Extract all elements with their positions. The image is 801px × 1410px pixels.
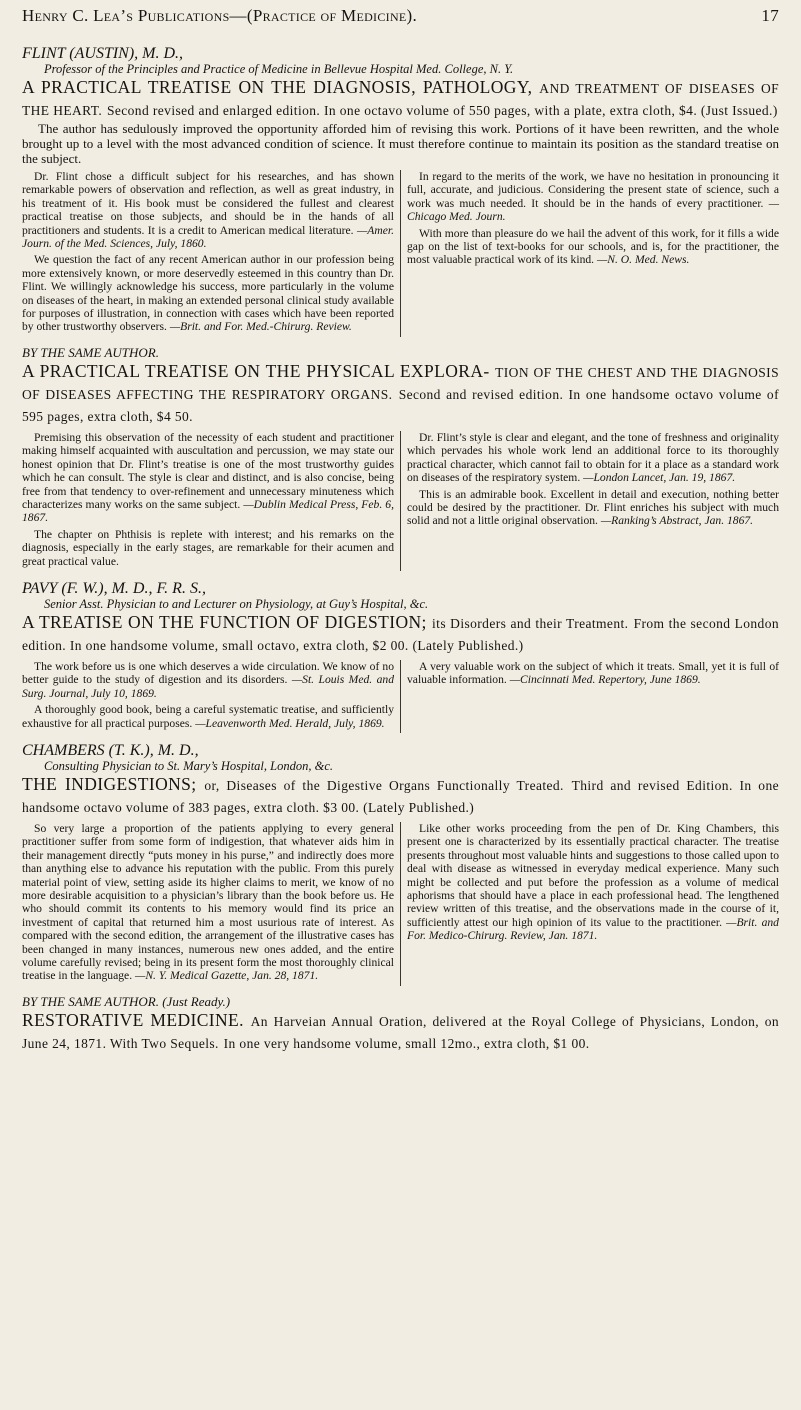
running-head [22,6,779,36]
same-author-heading: BY THE SAME AUTHOR. (Just Ready.) [22,993,231,1009]
edition-info: Third and revised Edition. In one handsome octavo volume of 383 pages, extra cloth. $3 00. (Lately Published.) [22,777,779,815]
review-quote: Like other works proceeding from the pen of Dr. King Chambers, this present one is characterized by its essentially practical character. The treatise presents throughout most valuable hints and suggestions to those called upon to deal with disease as witnessed in everyday medical experience. Many such might be collected and put before the profession as a volume of medical aphorisms that should have a place in each professional head. The lengthened review written of this treatise, and the observations made in the course of it, sufficiently attest our high opinion of its value to the practitioner. —Brit. and For. Medico-Chirurg. Review, Jan. 1871. [407,821,779,943]
review-columns [22,822,779,986]
review-column-right [401,660,779,733]
review-column-right [401,170,779,337]
book-title [22,612,779,656]
review-quote: Dr. Flint chose a difficult subject for his researches, and has shown remarkable powers of observation and reflection, as well as great industry, in his treatment of it. His book must be considered the fullest and clearest practical treatise on those subjects, and should be in the hands of all practitioners and students. It is a credit to American medical literature. —Amer. Journ. of the Med. Sciences, July, 1860. [22,170,394,251]
book-entry [22,345,779,571]
same-author-heading: BY THE SAME AUTHOR. [22,344,159,360]
edition-info: Second and revised edition. In one handsome octavo volume of 595 pages, extra cloth, $4 50. [22,386,779,424]
edition-info: From the second London edition. In one handsome volume, small octavo, extra cloth, $2 00. (Lately Published.) [22,615,780,653]
book-title-lead: RESTORATIVE MEDICINE. [22,1009,244,1030]
review-quote: The chapter on Phthisis is replete with interest; and his remarks on the diagnosis, especially in the early stages, are remarkable for their acumen and great practical value. [22,527,394,568]
review-quote: A very valuable work on the subject of which it treats. Small, yet it is full of valuable information. —Cincinnati Med. Repertory, June 1869. [407,659,779,687]
book-description: The author has sedulously improved the opportunity afforded him of revising this work. Portions of it have been rewritten, and the whole brought up to a level with the most advanced condition of science. It must therefore continue to maintain its position as the standard treatise on the subject. [22,121,779,166]
book-title [22,361,779,427]
book-entry [22,743,779,986]
book-title-rest: AND TREATMENT OF DISEASES OF THE HEART. [22,81,780,118]
review-quote: So very large a proportion of the patients applying to every general practitioner suffer from some form of indigestion, that whatever aids him in their management directly “puts money in his purse,” and indirectly does more than anything else to advance his reputation with the public. From this purely material point of view, setting aside its higher claims to merit, we know of no more desirable acquisition to a physician’s library than the book before us. He who should commit its contents to his memory would find its price an investment of capital that returned him a most usurious rate of interest. As compared with the second edition, the arrangement of the illustrative cases has been changed in many instances, numerous new ones added, and the entire volume carefully revised; being in its present form the most thoroughly clinical treatise in the language. —N. Y. Medical Gazette, Jan. 28, 1871. [22,821,394,983]
book-title [22,774,779,818]
review-quote: This is an admirable book. Excellent in detail and execution, nothing better could be desired by the practitioner. Dr. Flint enriches his subject with much solid and not a little original observation. —Ranking’s Abstract, Jan. 1867. [407,487,779,528]
book-title-lead: A PRACTICAL TREATISE ON THE PHYSICAL EXPLORA- [22,360,490,381]
review-quote: Dr. Flint’s style is clear and elegant, and the tone of freshness and originality which pervades his whole work lend an additional force to its thoroughly practical character, which cannot fail to obtain for it a place as a standard work on diseases of the respiratory system. —London Lancet, Jan. 19, 1867. [407,430,779,485]
review-quote: The work before us is one which deserves a wide circulation. We know of no better guide to the study of digestion and its disorders. —St. Louis Med. and Surg. Journal, July 10, 1869. [22,659,394,700]
author-heading: FLINT (AUSTIN), M. D., [22,45,184,62]
running-head-title: Henry C. Lea’s Publications—(Practice of Medicine). [22,6,418,25]
review-quote: In regard to the merits of the work, we have no hesitation in pronouncing it full, accurate, and judicious. Considering the present state of science, such a work was much needed. It should be in the hands of every practitioner. —Chicago Med. Journ. [407,170,779,224]
book-entry [22,994,779,1054]
review-columns [22,170,779,337]
book-title [22,77,779,121]
review-column-left [22,431,401,571]
review-column-left [22,660,401,733]
book-title-lead: A PRACTICAL TREATISE ON THE DIAGNOSIS, PATHOLOGY, [22,77,533,97]
author-heading: PAVY (F. W.), M. D., F. R. S., [22,579,206,597]
review-column-right [401,822,779,986]
author-position: Professor of the Principles and Practice of Medicine in Bellevue Hospital Med. College, N. Y. [44,62,514,76]
review-columns [22,431,779,571]
review-quote: A thoroughly good book, being a careful systematic treatise, and sufficiently exhaustive for all practical purposes. —Leavenworth Med. Herald, July, 1869. [22,703,394,730]
book-title-rest: or, Diseases of the Digestive Organs Functionally Treated. [204,777,564,793]
book-title-rest: its Disorders and their Treatment. [432,615,629,631]
page-number: 17 [761,6,779,25]
review-quote: Premising this observation of the necessity of each student and practitioner making himself acquainted with auscultation and percussion, we may state our honest opinion that Dr. Flint’s treatise is one of the most trustworthy guides which he can consult. The style is clear and distinct, and is also concise, being free from that tendency to over-refinement and unnecessary minuteness which characterizes many works on the same subject. —Dublin Medical Press, Feb. 6, 1867. [22,430,394,525]
book-entry [22,581,779,733]
review-quote: We question the fact of any recent American author in our profession being more extensively known, or more deservedly esteemed in this country than Dr. Flint. We willingly acknowledge his success, more particularly in the volume on diseases of the heart, in making an extended personal clinical study available for purposes of illustration, in connection with cases which have been reported by other trustworthy observers. —Brit. and For. Med.-Chirurg. Review. [22,253,394,334]
edition-info: In one very handsome volume, small 12mo., extra cloth, $1 00. [223,1035,590,1051]
book-entry [22,46,779,337]
book-title [22,1010,779,1054]
book-title-lead: A TREATISE ON THE FUNCTION OF DIGESTION; [22,611,427,632]
author-position: Senior Asst. Physician to and Lecturer on Physiology, at Guy’s Hospital, &c. [44,596,429,611]
author-position: Consulting Physician to St. Mary’s Hospital, London, &c. [44,758,334,773]
book-title-lead: THE INDIGESTIONS; [22,773,197,794]
book-title-rest: An Harveian Annual Oration, delivered at the Royal College of Physicians, London, on June 24, 1871. With Two Sequels. [22,1013,780,1051]
book-title-rest: TION OF THE CHEST AND THE DIAGNOSIS OF DISEASES AFFECTING THE RESPIRATORY ORGANS. [22,364,779,402]
review-columns [22,660,779,733]
author-heading: CHAMBERS (T. K.), M. D., [22,741,199,759]
edition-info: Second revised and enlarged edition. In one octavo volume of 550 pages, with a plate, extra cloth, $4. (Just Issued.) [106,103,778,118]
review-column-left [22,822,401,986]
review-column-right [401,431,779,571]
review-column-left [22,170,401,337]
review-quote: With more than pleasure do we hail the advent of this work, for it fills a wide gap on the list of text-books for our schools, and is, for the practitioner, the most valuable practical work of its kind. —N. O. Med. News. [407,226,779,267]
